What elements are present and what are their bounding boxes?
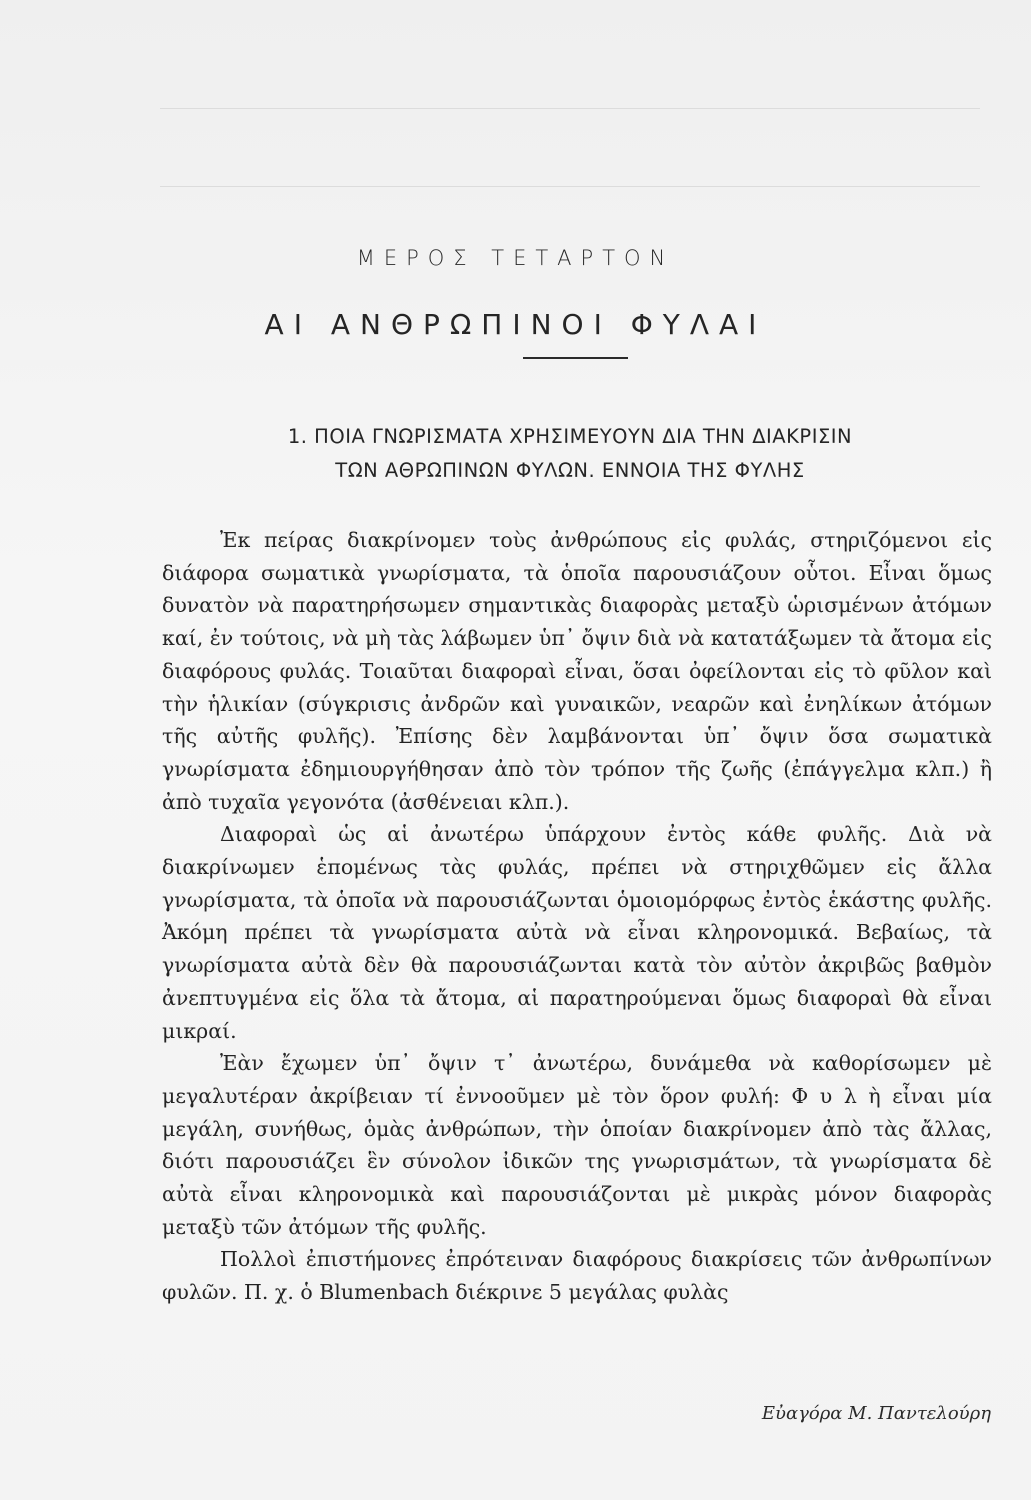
part-title: ΜΕΡΟΣ ΤΕΤΑΡΤΟΝ: [356, 246, 675, 270]
bleed-through-line: [160, 186, 980, 187]
bleed-through-line: [160, 108, 980, 109]
paragraph-3: Ἐὰν ἔχωμεν ὑπ᾽ ὄψιν τ᾽ ἀνωτέρω, δυνάμεθα νὰ καθορίσωμεν μὲ μεγαλυτέραν ἀκρίβειαν τί ἐννοοῦμεν μὲ τὸν ὅρον φυλή: Φ υ λ ὴ εἶναι μία μεγάλη, συνήθως, ὁμὰς ἀνθρώπων, τὴν ὁποίαν διακρίνομεν ἀπὸ τὰς ἄλλας, διότι παρουσιάζει ἓν σύνολον ἰδικῶν της γνωρισμάτων, τὰ γνωρίσματα δὲ αὐτὰ εἶναι κληρονομικὰ καὶ παρουσιάζονται μὲ μικρὰς μόνον διαφορὰς μεταξὺ τῶν ἀτόμων τῆς φυλῆς.: [162, 1051, 992, 1239]
section-heading-line-2: ΤΩΝ ΑΘΡΩΠΙΝΩΝ ΦΥΛΩΝ. ΕΝΝΟΙΑ ΤΗΣ ΦΥΛΗΣ: [335, 459, 805, 482]
section-heading: [200, 420, 940, 488]
paragraph-4: Πολλοὶ ἐπιστήμονες ἐπρότειναν διαφόρους διακρίσεις τῶν ἀνθρωπίνων φυλῶν. Π. χ. ὁ Blumenbach διέκρινε 5 μεγάλας φυλὰς: [162, 1247, 992, 1305]
paragraph-1: Ἐκ πείρας διακρίνομεν τοὺς ἀνθρώπους εἰς φυλάς, στηριζόμενοι εἰς διάφορα σωματικὰ γνωρίσματα, τὰ ὁποῖα παρουσιάζουν οὗτοι. Εἶναι ὅμως δυνατὸν νὰ παρατηρήσωμεν σημαντικὰς διαφορὰς μεταξὺ ὡρισμένων ἀτόμων καί, ἐν τούτοις, νὰ μὴ τὰς λάβωμεν ὑπ᾽ ὄψιν διὰ νὰ κατατάξωμεν τὰ ἄτομα εἰς διαφόρους φυλάς. Τοιαῦται διαφοραὶ εἶναι, ὅσαι ὀφείλονται εἰς τὸ φῦλον καὶ τὴν ἡλικίαν (σύγκρισις ἀνδρῶν καὶ γυναικῶν, νεαρῶν καὶ ἐνηλίκων ἀτόμων τῆς αὐτῆς φυλῆς). Ἐπίσης δὲν λαμβάνονται ὑπ᾽ ὄψιν ὅσα σωματικὰ γνωρίσματα ἐδημιουργήθησαν ἀπὸ τὸν τρόπον τῆς ζωῆς (ἐπάγγελμα κλπ.) ἢ ἀπὸ τυχαῖα γεγονότα (ἀσθένειαι κλπ.).: [162, 528, 992, 814]
footer-author: Εὐαγόρα Μ. Παντελούρη: [761, 1403, 991, 1424]
section-heading-line-1: 1. ΠΟΙΑ ΓΝΩΡΙΣΜΑΤΑ ΧΡΗΣΙΜΕΥΟΥΝ ΔΙΑ ΤΗΝ ΔΙΑΚΡΙΣΙΝ: [287, 425, 853, 448]
chapter-title: ΑΙ ΑΝΘΡΩΠΙΝΟΙ ΦΥΛΑΙ: [264, 308, 767, 341]
body-text: [162, 524, 992, 1309]
title-rule: [523, 357, 628, 359]
paragraph-2: Διαφοραὶ ὡς αἱ ἀνωτέρω ὑπάρχουν ἐντὸς κάθε φυλῆς. Διὰ νὰ διακρίνωμεν ἑπομένως τὰς φυλάς, πρέπει νὰ στηριχθῶμεν εἰς ἄλλα γνωρίσματα, τὰ ὁποῖα νὰ παρουσιάζωνται ὁμοιομόρφως ἐντὸς ἑκάστης φυλῆς. Ἀκόμη πρέπει τὰ γνωρίσματα αὐτὰ νὰ εἶναι κληρονομικά. Βεβαίως, τὰ γνωρίσματα αὐτὰ δὲν θὰ παρουσιάζωνται κατὰ τὸν αὐτὸν ἀκριβῶς βαθμὸν ἀνεπτυγμένα εἰς ὅλα τὰ ἄτομα, αἱ παρατηρούμεναι ὅμως διαφοραὶ θὰ εἶναι μικραί.: [162, 822, 992, 1043]
